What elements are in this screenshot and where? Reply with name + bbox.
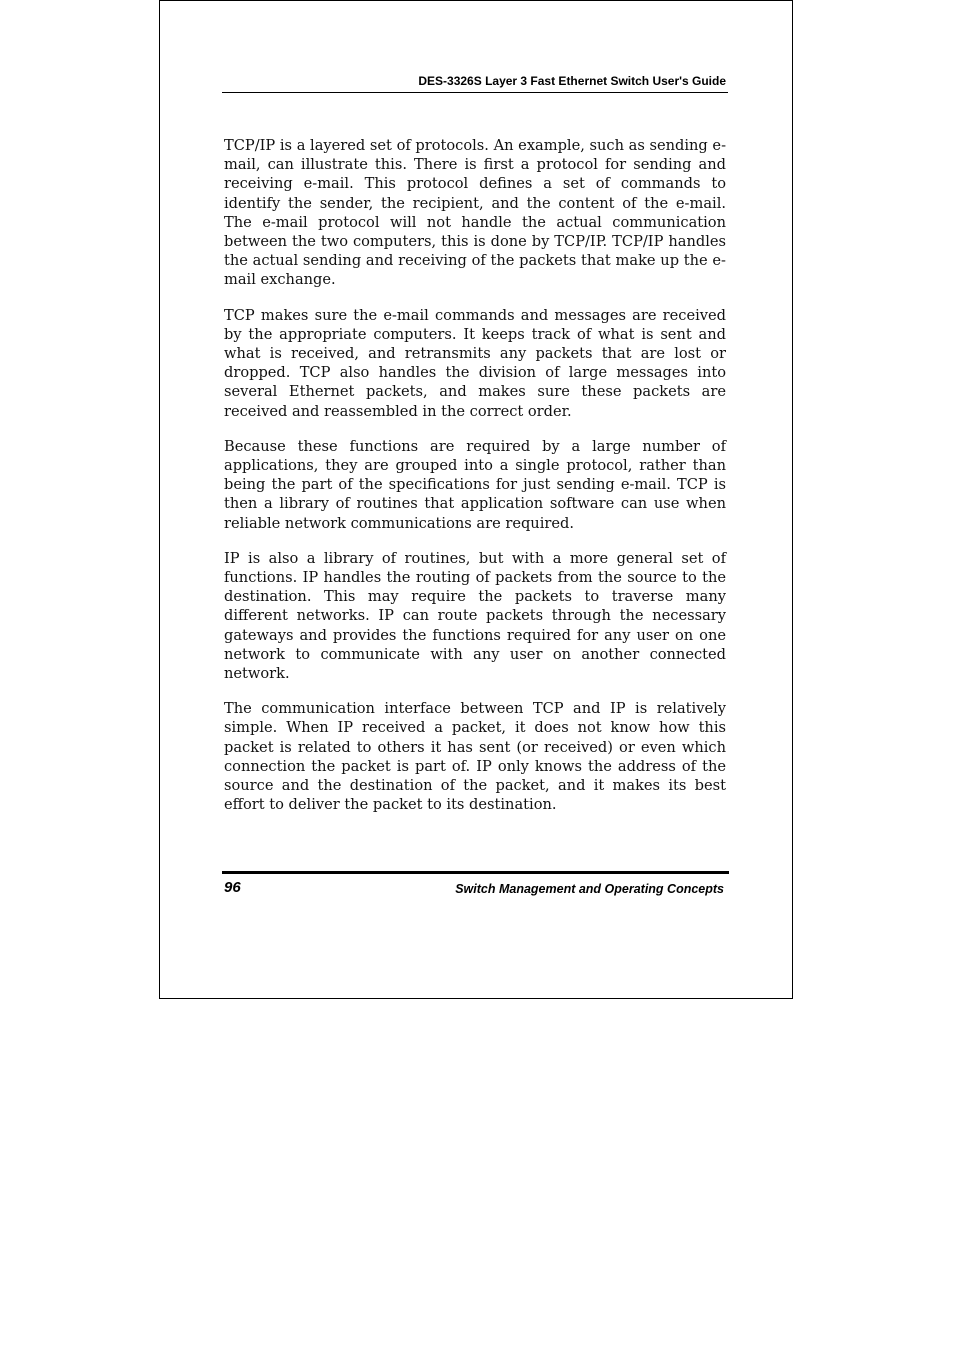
page-header bbox=[222, 73, 728, 93]
body-text bbox=[224, 136, 726, 831]
footer-section-title: Switch Management and Operating Concepts bbox=[455, 882, 724, 896]
paragraph-library: Because these functions are required by a large number of applications, they are grouped into a single protocol, rather than being the part of the specifications for just sending e-mail. TCP is then a library of routines that application software can use when reliable network communications are required. bbox=[224, 437, 726, 532]
footer-rule bbox=[222, 871, 729, 874]
paragraph-ip: IP is also a library of routines, but with a more general set of functions. IP handles the routing of packets from the source to the destination. This may require the packets to traverse many different networks. IP can route packets through the necessary gateways and provides the functions required for any user on one network to communicate with any user on another connected network. bbox=[224, 549, 726, 683]
paragraph-interface: The communication interface between TCP and IP is relatively simple. When IP received a packet, it does not know how this packet is related to others it has sent (or received) or even which connection the packet is part of. IP only knows the address of the source and the destination of the packet, and it makes its best effort to deliver the packet to its destination. bbox=[224, 700, 726, 814]
paragraph-tcpip-layers: TCP/IP is a layered set of protocols. An example, such as sending e-mail, can illustrate this. There is first a protocol for sending and receiving e-mail. This protocol defines a set of commands to identify the sender, the recipient, and the content of the e-mail. The e-mail protocol will not handle the actual communication between the two computers, this is done by TCP/IP. TCP/IP handles the actual sending and receiving of the packets that make up the e-mail exchange. bbox=[224, 137, 726, 289]
header-title: DES-3326S Layer 3 Fast Ethernet Switch User's Guide bbox=[418, 74, 726, 88]
paragraph-tcp: TCP makes sure the e-mail commands and messages are received by the appropriate computers. It keeps track of what is sent and what is received, and retransmits any packets that are lost or dropped. TCP also handles the division of large messages into several Ethernet packets, and makes sure these packets are received and reassembled in the correct order. bbox=[224, 306, 726, 420]
page-number: 96 bbox=[224, 879, 241, 896]
